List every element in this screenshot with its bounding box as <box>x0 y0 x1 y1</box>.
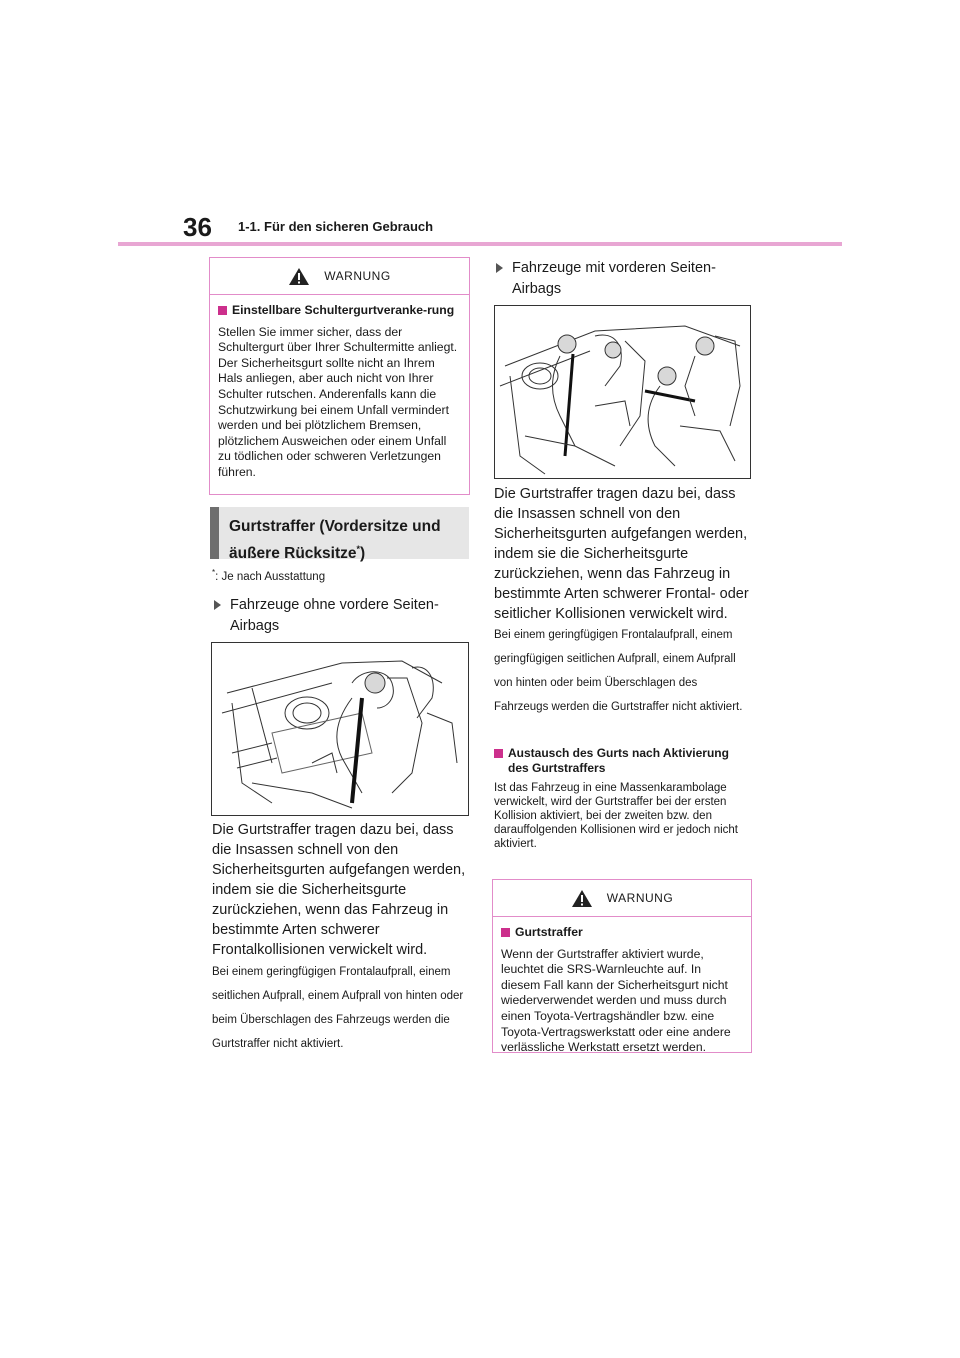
header-rule <box>118 242 842 246</box>
section-title-line2: äußere Rücksitze <box>229 545 357 563</box>
bullet-text: Fahrzeuge ohne vordere Seiten-Airbags <box>230 597 439 634</box>
section-title-close: ) <box>360 545 366 563</box>
warning-subheading-text: Gurtstraffer <box>515 925 583 939</box>
section-title <box>229 515 459 565</box>
warning-subheading <box>218 303 461 319</box>
footnote <box>212 568 325 583</box>
footnote-mark: * <box>212 568 216 577</box>
bullet-no-side-airbags <box>214 595 466 637</box>
square-bullet-icon <box>494 749 503 758</box>
bullet-text: Fahrzeuge mit vorderen Seiten-Airbags <box>512 260 716 297</box>
square-bullet-icon <box>501 928 510 937</box>
warning-title: WARNUNG <box>606 891 674 905</box>
footnote-marker: * <box>356 544 361 554</box>
replacement-subheading <box>494 746 750 776</box>
square-bullet-icon <box>218 306 227 315</box>
warning-box <box>209 257 470 495</box>
illustration-front-rear-seats <box>494 305 751 479</box>
triangle-bullet-icon <box>214 600 221 610</box>
right-paragraph-3: Ist das Fahrzeug in eine Massenkarambolage verwickelt, wird der Gurtstraffer bei der ersten Kollision aktiviert, bei der zweiten bzw. den darauffolgenden Kollisionen wird er jedoch nicht aktiviert. <box>494 782 739 850</box>
replacement-subheading-text: Austausch des Gurts nach Aktivierung des Gurtstraffers <box>508 746 729 775</box>
warning-text: Stellen Sie immer sicher, dass der Schultergurt über Ihrer Schultermitte anliegt. Der Sicherheitsgurt sollte nicht an Ihrem Hals anliegen, aber auch nicht von Ihrer Schulter rutschen. Anderenfalls kann die Schutzwirkung bei einem Unfall vermindert werden und bei plötzlichem Bremsen, plötzlichem Ausweichen oder einem Unfall zu tödlichen oder schweren Verletzungen führen. <box>218 324 458 479</box>
warning-box-2 <box>492 879 752 1053</box>
footnote-text: : Je nach Ausstattung <box>215 570 326 583</box>
bullet-with-side-airbags <box>496 258 748 300</box>
section-title-box <box>210 507 469 563</box>
warning-subheading <box>501 925 743 941</box>
page-number: 36 <box>183 212 212 242</box>
warning-header <box>210 258 469 295</box>
warning-triangle-icon <box>288 267 310 286</box>
right-paragraph-2: Bei einem geringfügigen Frontalaufprall, einem geringfügigen seitlichen Aufprall, einem Aufprall von hinten oder beim Überschlagen des Fahrzeugs werden die Gurtstraffer nicht aktiviert. <box>494 629 743 713</box>
illustration-front-seat <box>211 642 469 816</box>
warning-header <box>493 880 751 917</box>
triangle-bullet-icon <box>496 263 503 273</box>
warning-subheading-text: Einstellbare Schultergurtveranke-rung <box>232 303 455 317</box>
section-title-line1: Gurtstraffer (Vordersitze und <box>229 518 441 535</box>
warning-title: WARNUNG <box>324 269 391 283</box>
section-header: 1-1. Für den sicheren Gebrauch <box>238 219 434 234</box>
left-paragraph-1: Die Gurtstraffer tragen dazu bei, dass die Insassen schnell von den Sicherheitsgurten aufgefangen werden, indem sie die Sicherheitsgurte zurückziehen, wenn das Fahrzeug in bestimmte Arten schwerer Frontalkollisionen verwickelt wird. <box>212 822 466 958</box>
right-paragraph-1: Die Gurtstraffer tragen dazu bei, dass die Insassen schnell von den Sicherheitsgurten aufgefangen werden, indem sie die Sicherheitsgurte zurückziehen, wenn das Fahrzeug in bestimmte Arten schwerer Frontal- oder seitlicher Kollisionen verwickelt wird. <box>494 486 749 622</box>
warning-triangle-icon <box>571 889 593 908</box>
warning-text: Wenn der Gurtstraffer aktiviert wurde, leuchtet die SRS-Warnleuchte auf. In diesem Fall kann der Sicherheitsgurt nicht wiederverwendet werden und muss durch einen Toyota-Vertragshändler bzw. eine Toyota-Vertragswerkstatt oder eine andere verlässliche Werkstatt ersetzt werden. <box>501 946 731 1055</box>
left-paragraph-2: Bei einem geringfügigen Frontalaufprall, einem seitlichen Aufprall, einem Aufprall von hinten oder beim Überschlagen des Fahrzeugs werden die Gurtstraffer nicht aktiviert. <box>212 966 464 1050</box>
